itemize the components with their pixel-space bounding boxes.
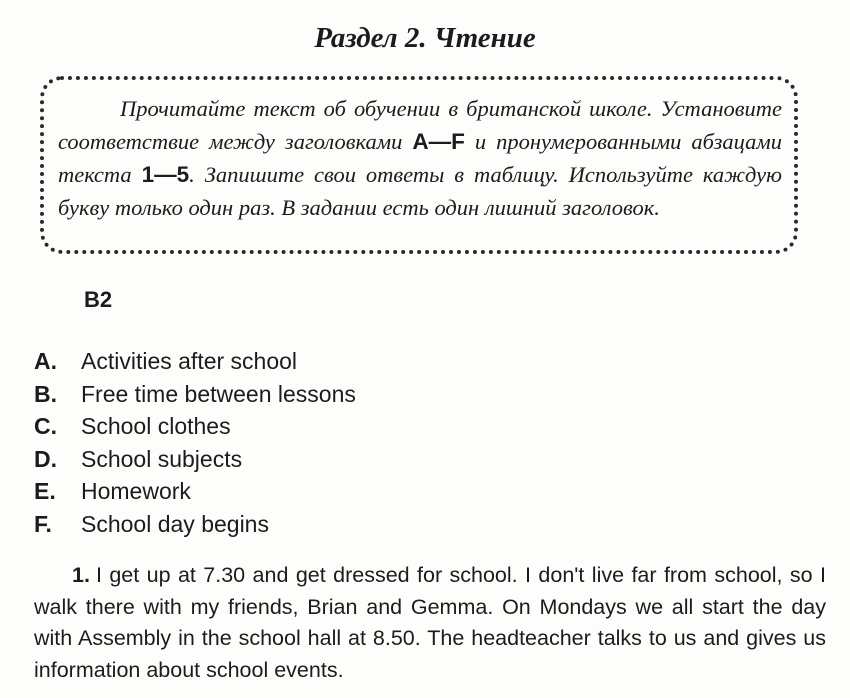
option-text: School clothes <box>81 413 231 439</box>
option-letter: A. <box>34 348 57 374</box>
instructions-box <box>40 76 798 254</box>
option-letter: F. <box>34 510 52 537</box>
heading-option <box>34 378 356 411</box>
option-letter: B. <box>34 380 57 407</box>
paragraphs-range: 1—5 <box>141 162 190 187</box>
heading-option <box>34 443 356 476</box>
heading-option <box>34 475 356 508</box>
headings-range: A—F <box>412 129 465 154</box>
option-text: Homework <box>81 478 191 504</box>
task-code: B2 <box>84 287 113 312</box>
heading-option <box>34 410 356 443</box>
option-text: School day begins <box>81 510 269 537</box>
option-letter: E. <box>34 478 56 504</box>
option-letter: C. <box>34 413 57 439</box>
paragraph-1 <box>34 560 826 686</box>
heading-option <box>34 345 356 378</box>
instructions-part2: и пронумерованными абзацами текста <box>58 129 783 187</box>
option-letter: D. <box>34 445 57 472</box>
paragraph-number: 1. <box>72 563 90 587</box>
option-text: School subjects <box>81 445 243 472</box>
section-title: Раздел 2. Чтение <box>314 22 536 54</box>
paragraph-text: I get up at 7.30 and get dressed for school. I don't live far from school, so I walk there with my friends, Brian and Gemma. On Mondays we all start the day with Assembly in the school hall at 8.50. The headteacher talks to us and gives us information about school events. <box>34 563 826 682</box>
option-text: Free time between lessons <box>81 380 356 407</box>
instructions-text <box>58 92 782 224</box>
instructions-part1: Прочитайте текст об обучении в британской школе. Установите соответствие между заголовками <box>58 96 782 154</box>
heading-option <box>34 508 356 541</box>
headings-list <box>34 345 356 540</box>
instructions-part3: . Запишите свои ответы в таблицу. Используйте каждую букву только один раз. В задании есть один лишний заголовок. <box>58 162 782 220</box>
option-text: Activities after school <box>81 348 298 374</box>
